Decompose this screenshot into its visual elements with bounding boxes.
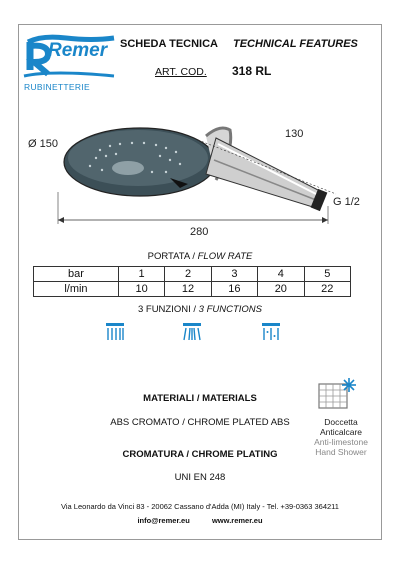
footer-email[interactable]: info@remer.eu [137,516,190,525]
spray-rain-icon [104,322,126,342]
dimension-handle: 130 [285,128,304,140]
flow-table [33,266,351,297]
table-cell: 1 [118,267,164,282]
badge-line3: Anti-limestone [314,437,368,447]
functions-title-en: 3 FUNCTIONS [198,304,263,315]
table-cell: 10 [118,282,164,297]
anti-limestone-badge [305,376,377,476]
art-code-label: ART. COD. [155,66,207,78]
footer-web[interactable]: www.remer.eu [211,516,263,525]
shower-drawing [20,100,380,240]
table-row [34,282,351,297]
table-cell: bar [34,267,119,282]
dimension-thread: G 1/2 [333,196,360,208]
table-row [34,267,351,282]
table-cell: 22 [304,282,350,297]
table-cell: 3 [211,267,257,282]
table-cell: 2 [165,267,211,282]
functions-title-it: 3 FUNZIONI / [137,304,199,315]
spray-mix-icon [260,322,282,342]
dimension-total: 280 [190,226,209,238]
table-cell: 4 [258,267,304,282]
materials-title: MATERIALI / MATERIALS [143,393,257,404]
flow-title-it: PORTATA / [147,251,198,262]
plating-value: UNI EN 248 [174,472,226,483]
materials-value: ABS CROMATO / CHROME PLATED ABS [110,417,290,428]
brand-subtitle: RUBINETTERIE [24,82,90,92]
functions-title [0,304,400,315]
title-italian: SCHEDA TECNICA [120,38,218,50]
anti-limestone-icon [305,376,377,412]
title-english: TECHNICAL FEATURES [233,38,358,50]
art-code-value: 318 RL [232,64,272,78]
flow-rate-title [0,251,400,262]
flow-title-en: FLOW RATE [197,251,253,262]
spray-massage-icon [181,322,203,342]
dimension-diameter: Ø 150 [28,138,58,150]
footer-contacts [0,516,400,525]
table-cell: 20 [258,282,304,297]
table-cell: 5 [304,267,350,282]
brand-name: Remer [48,40,108,61]
footer-address: Via Leonardo da Vinci 83 - 20062 Cassano d'Adda (MI) Italy - Tel. +39-0363 364211 [61,502,339,511]
plating-title: CROMATURA / CHROME PLATING [122,449,278,460]
badge-line4: Hand Shower [315,447,367,457]
table-cell: 12 [165,282,211,297]
table-cell: 16 [211,282,257,297]
badge-line1: Doccetta [324,417,358,427]
badge-line2: Anticalcare [319,427,363,437]
table-cell: l/min [34,282,119,297]
